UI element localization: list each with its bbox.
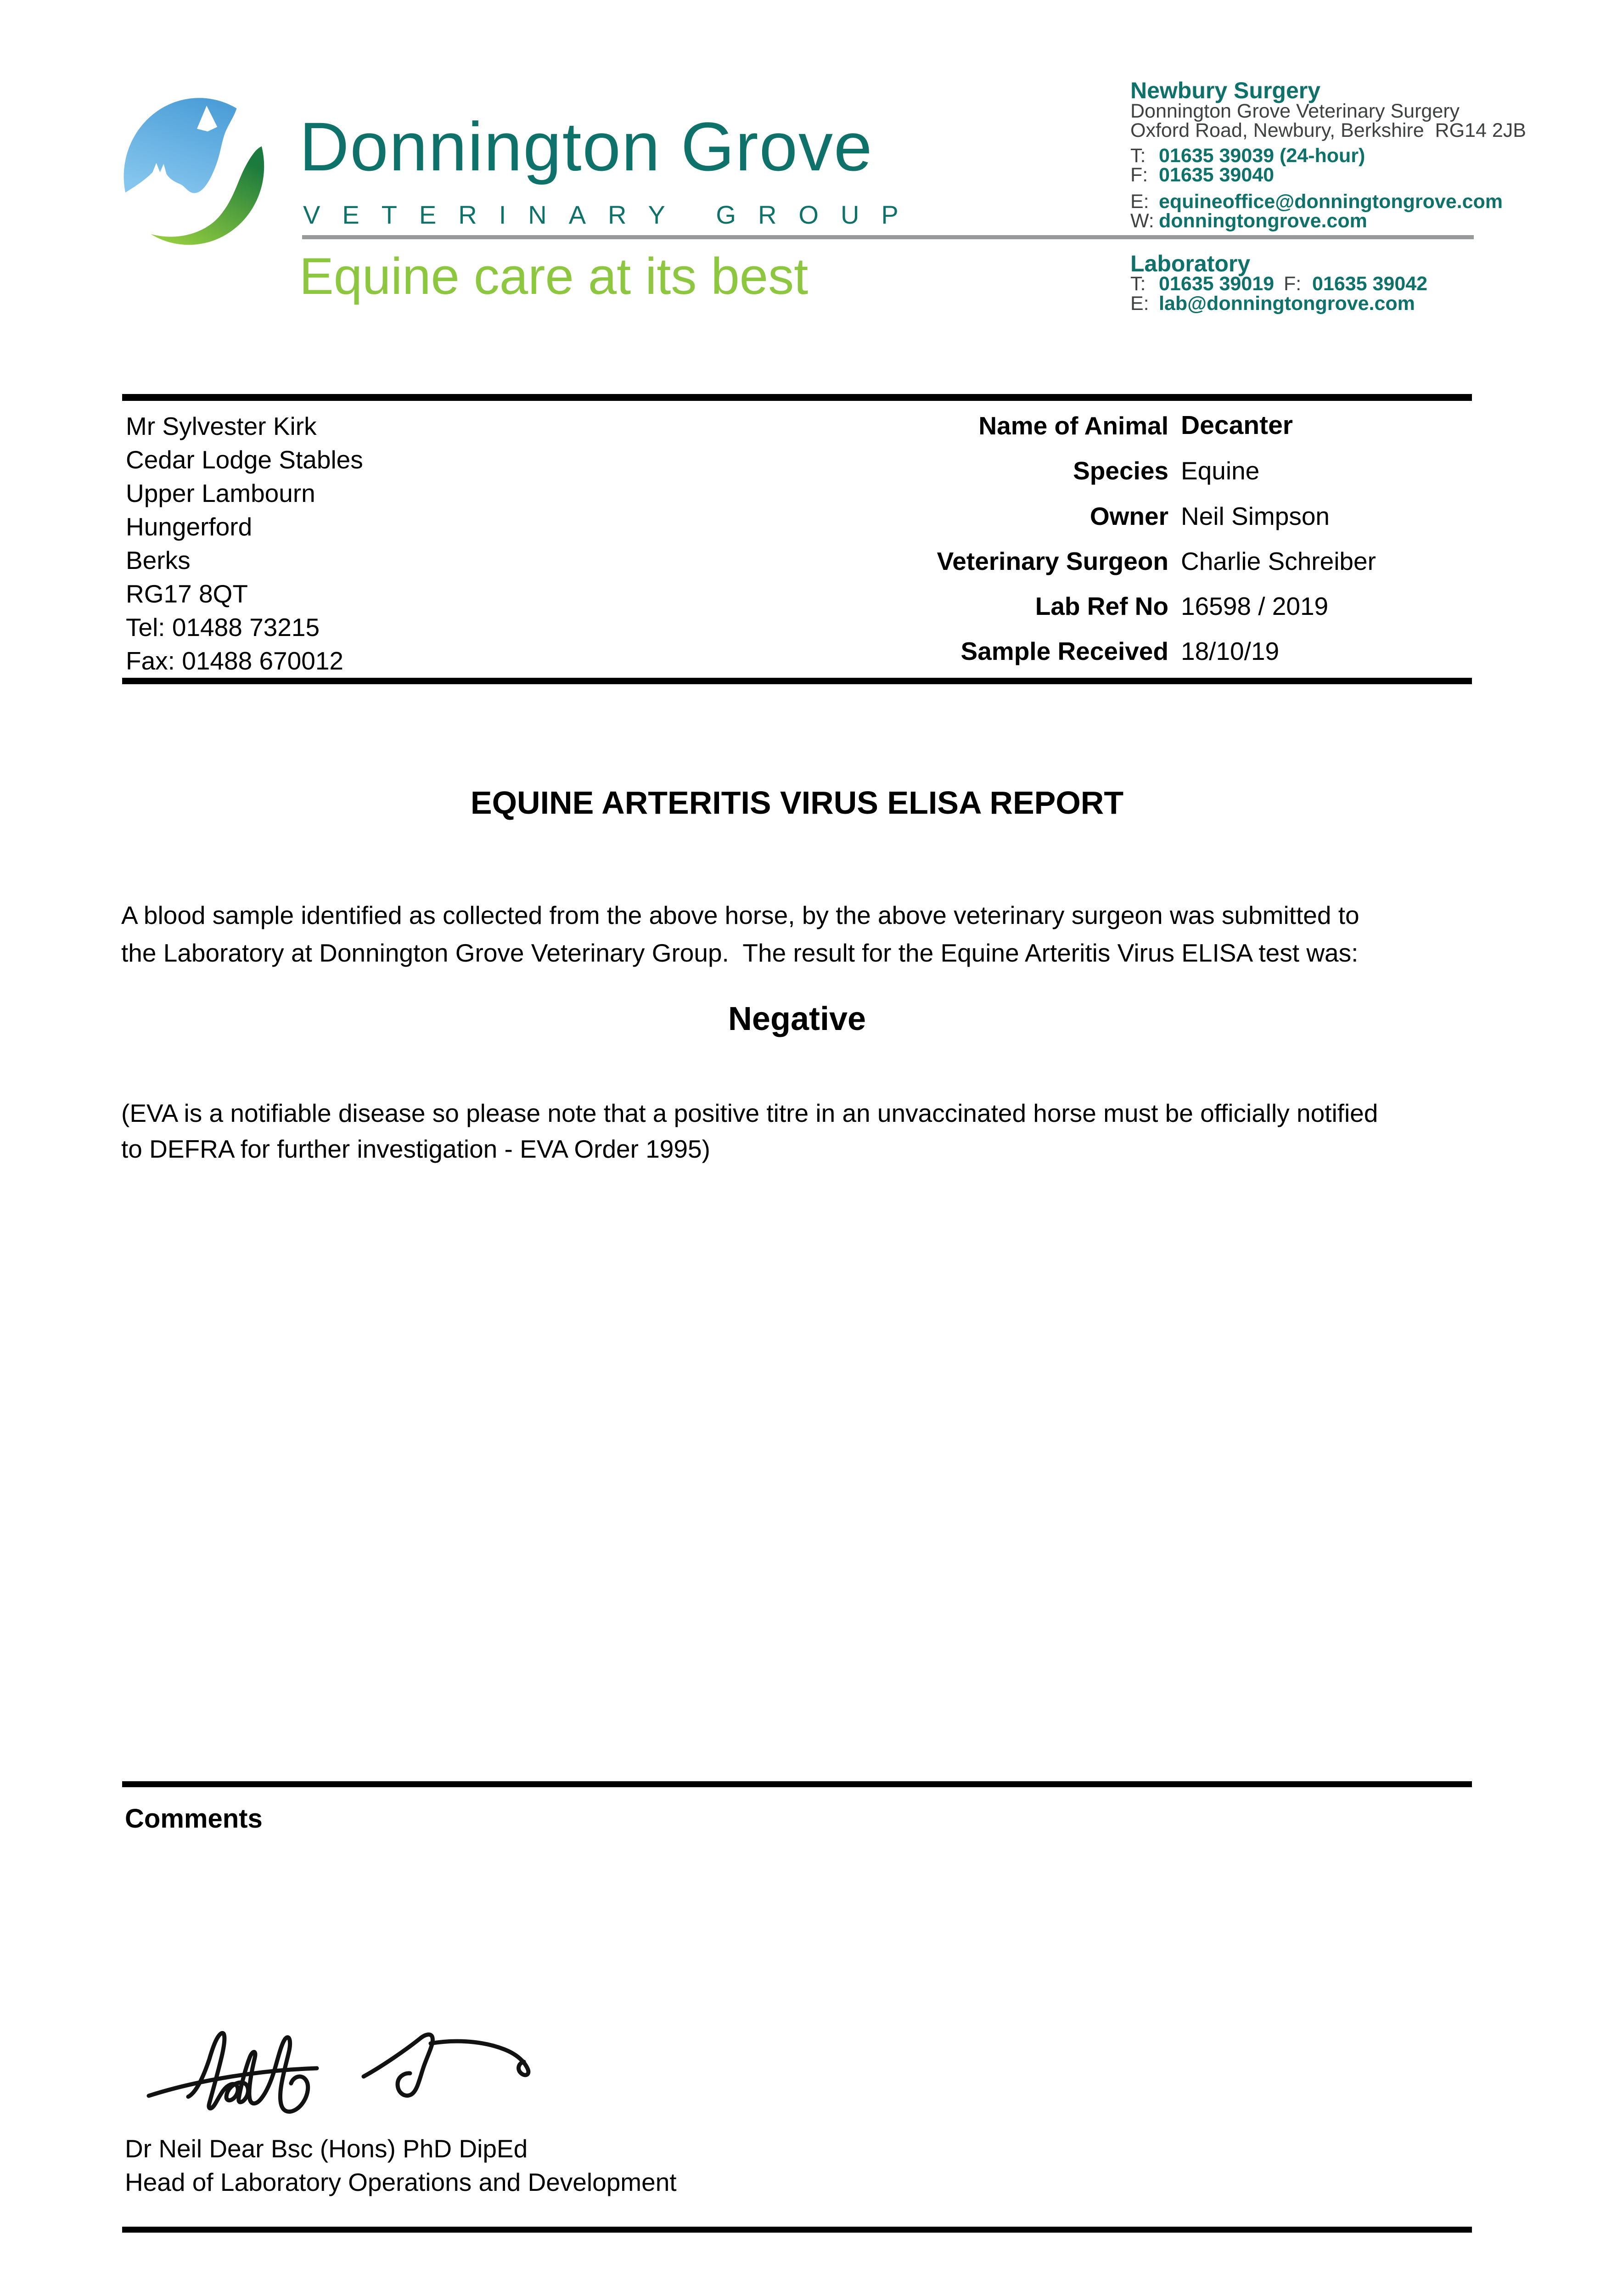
detail-label-species: Species — [1073, 456, 1168, 485]
tel-value: 01635 39019 — [1159, 273, 1275, 295]
signatory-role: Head of Laboratory Operations and Development — [125, 2168, 677, 2196]
detail-value-sample-received: 18/10/19 — [1181, 637, 1280, 665]
fax-label: F: — [1284, 273, 1302, 295]
email-label: E: — [1130, 191, 1149, 213]
divider-line-comments — [122, 1781, 1472, 1787]
test-result: Negative — [728, 1001, 866, 1037]
report-title: EQUINE ARTERITIS VIRUS ELISA REPORT — [470, 785, 1124, 821]
newbury-email-row — [1130, 191, 1503, 212]
detail-value-lab-ref-no: 16598 / 2019 — [1181, 592, 1329, 620]
fax-value: 01635 39040 — [1159, 164, 1275, 186]
newbury-surgery-title: Newbury Surgery — [1130, 78, 1321, 103]
detail-label-name-of-animal: Name of Animal — [978, 411, 1168, 440]
newbury-fax-row — [1130, 164, 1274, 186]
recipient-line: Upper Lambourn — [126, 479, 315, 507]
email-label: E: — [1130, 293, 1149, 315]
email-value: lab@donningtongrove.com — [1159, 293, 1415, 315]
tel-label: T: — [1130, 145, 1146, 167]
divider-line-details-bottom — [122, 678, 1472, 684]
laboratory-title: Laboratory — [1130, 251, 1251, 276]
divider-line-bottom — [122, 2227, 1472, 2233]
web-label: W: — [1130, 210, 1154, 232]
brand-name: Donnington Grove — [299, 108, 873, 185]
email-value: equineoffice@donningtongrove.com — [1159, 191, 1503, 213]
newbury-tel-row — [1130, 145, 1365, 166]
recipient-line: Hungerford — [126, 512, 253, 541]
eva-notice-line: to DEFRA for further investigation - EVA Order 1995) — [121, 1135, 710, 1163]
report-body-line: A blood sample identified as collected from the above horse, by the above veterinary surgeon was submitted to — [121, 901, 1359, 929]
detail-label-owner: Owner — [1089, 502, 1168, 530]
detail-value-animal-name: Decanter — [1181, 411, 1293, 440]
signatory-name: Dr Neil Dear Bsc (Hons) PhD DipEd — [125, 2134, 528, 2163]
detail-label-sample-received: Sample Received — [960, 637, 1168, 665]
detail-label-lab-ref-no: Lab Ref No — [1035, 592, 1168, 620]
comments-label: Comments — [125, 1804, 263, 1834]
eva-notice-line: (EVA is a notifiable disease so please note that a positive titre in an unvaccinated horse must be officially notified — [121, 1099, 1378, 1127]
tel-value: 01635 39039 (24-hour) — [1159, 145, 1365, 167]
horse-heads-logo-icon — [123, 95, 275, 258]
recipient-line: Cedar Lodge Stables — [126, 445, 363, 474]
newbury-address-line: Oxford Road, Newbury, Berkshire RG14 2JB — [1130, 119, 1526, 141]
newbury-web-row — [1130, 210, 1367, 231]
recipient-line: Tel: 01488 73215 — [126, 613, 320, 642]
recipient-line: Berks — [126, 546, 191, 574]
recipient-line: RG17 8QT — [126, 580, 248, 608]
divider-line-top — [122, 394, 1472, 401]
newbury-address-line: Donnington Grove Veterinary Surgery — [1130, 100, 1460, 122]
recipient-address-block — [126, 410, 363, 678]
detail-value-veterinary-surgeon: Charlie Schreiber — [1181, 547, 1376, 575]
web-value: donningtongrove.com — [1159, 210, 1367, 232]
fax-label: F: — [1130, 164, 1148, 186]
report-body-paragraph — [121, 896, 1359, 972]
fax-value: 01635 39042 — [1312, 273, 1428, 295]
laboratory-email-row — [1130, 293, 1415, 314]
laboratory-tel-fax-row — [1130, 273, 1427, 294]
brand-tagline: Equine care at its best — [299, 248, 809, 305]
detail-value-species: Equine — [1181, 456, 1260, 485]
detail-label-veterinary-surgeon: Veterinary Surgeon — [937, 547, 1168, 575]
report-body-line: the Laboratory at Donnington Grove Veterinary Group. The result for the Equine Arteritis Virus ELISA test was: — [121, 939, 1359, 967]
brand-subtitle: VETERINARY GROUP — [303, 200, 921, 229]
header-divider-rule — [302, 235, 1474, 239]
detail-value-owner: Neil Simpson — [1181, 502, 1330, 530]
recipient-line: Fax: 01488 670012 — [126, 647, 343, 675]
tel-label: T: — [1130, 273, 1146, 295]
recipient-line: Mr Sylvester Kirk — [126, 412, 317, 440]
eva-notice-paragraph — [121, 1095, 1378, 1167]
signature-image — [133, 2015, 569, 2121]
